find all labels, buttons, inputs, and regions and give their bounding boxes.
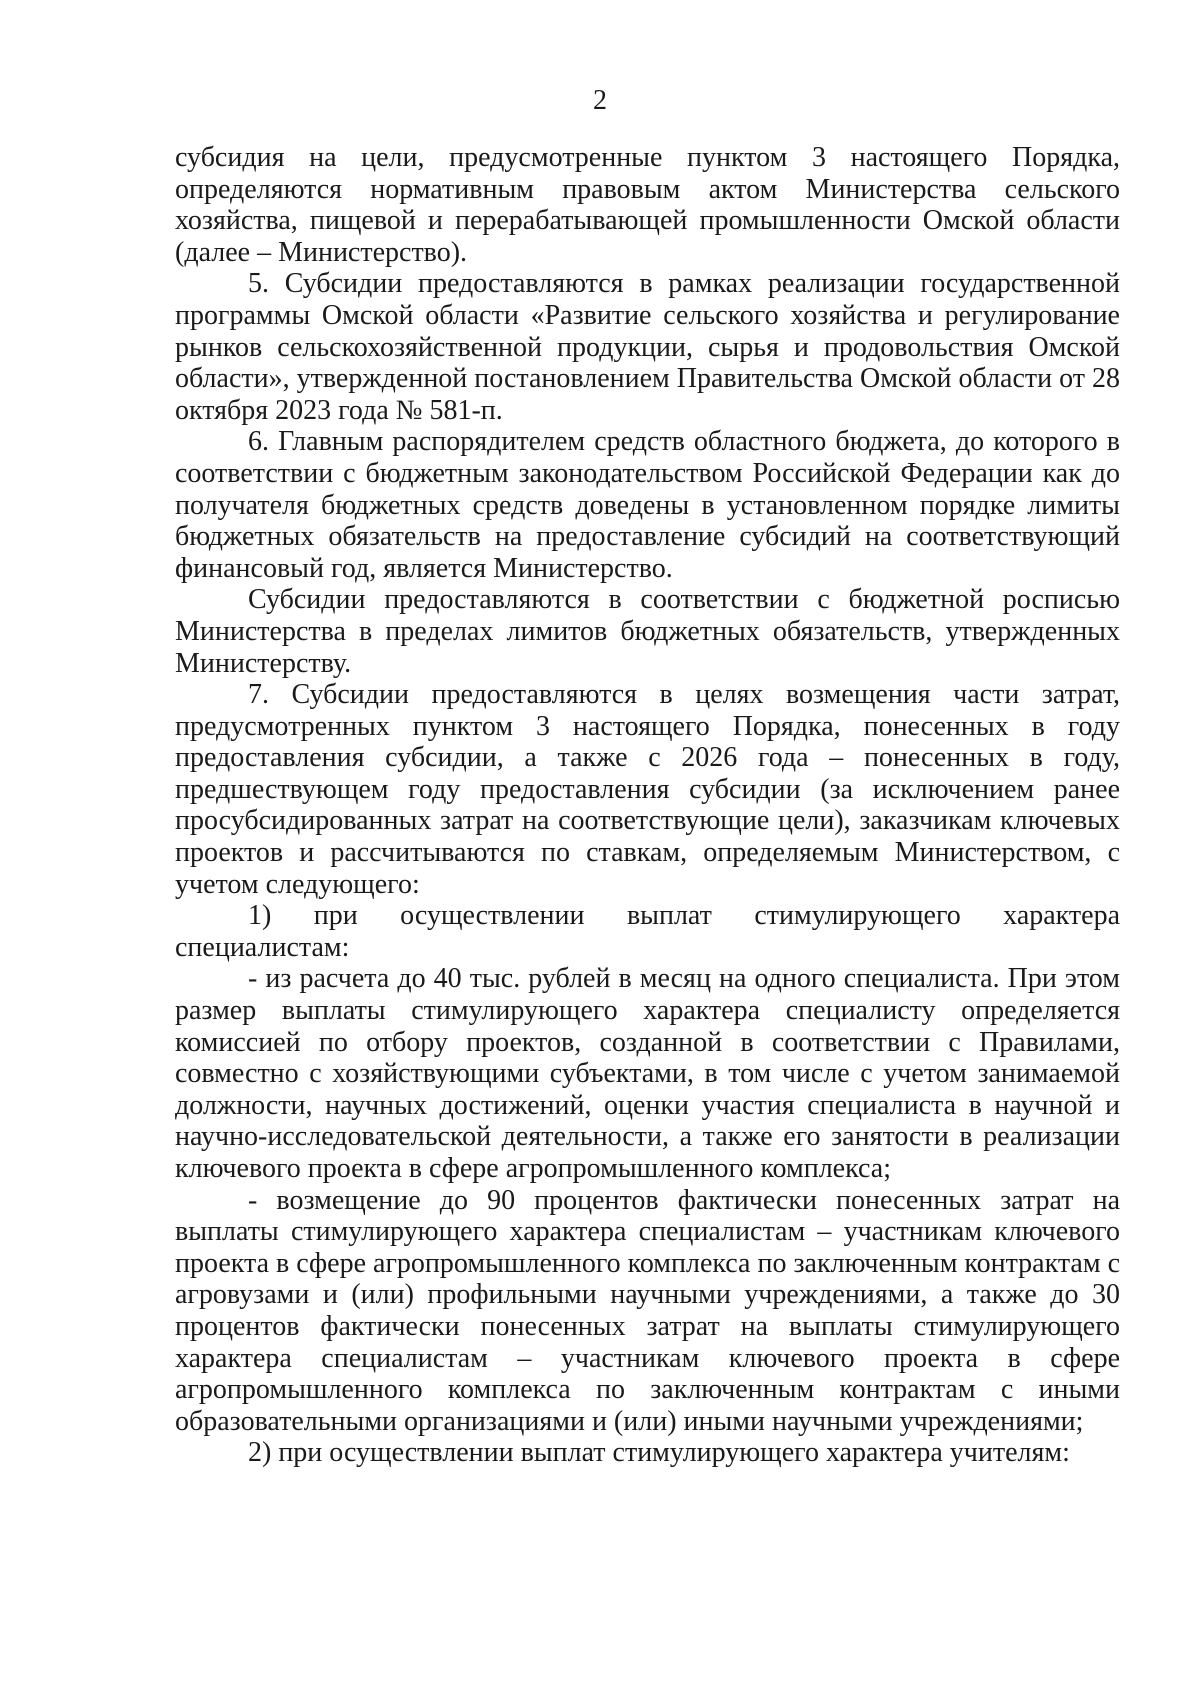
paragraph-bullet-reimbursement: - возмещение до 90 процентов фактически понесенных затрат на выплаты стимулирующего характера специалистам – участникам ключевого проекта в сфере агропромышленного комплекса по заключенным контрактам с агровузами и (или) профильными научными учреждениями, а также до 30 процентов фактически понесенных затрат на выплаты стимулирующего характера специалистам – участникам ключевого проекта в сфере агропромышленного комплекса по заключенным контрактам с иными образовательными организациями и (или) иными научными учреждениями; (175, 1184, 1120, 1437)
paragraph-item-6-continued: Субсидии предоставляются в соответствии с бюджетной росписью Министерства в пределах лимитов бюджетных обязательств, утвержденных Министерству. (175, 584, 1120, 679)
paragraph-subitem-2: 2) при осуществлении выплат стимулирующего характера учителям: (248, 1437, 1070, 1469)
paragraph-item-6: 6. Главным распорядителем средств областного бюджета, до которого в соответствии с бюджетным законодательством Российской Федерации как до получателя бюджетных средств доведены в установленном порядке лимиты бюджетных обязательств на предоставление субсидий на соответствующий финансовый год, является Министерство. (175, 426, 1120, 584)
paragraph-subitem-1: 1) при осуществлении выплат стимулирующего характера специалистам: (175, 900, 1120, 963)
paragraph-item-5: 5. Субсидии предоставляются в рамках реализации государственной программы Омской области «Развитие сельского хозяйства и регулирование рынков сельскохозяйственной продукции, сырья и продовольствия Омской области», утвержденной постановлением Правительства Омской области от 28 октября 2023 года № 581-п. (175, 268, 1120, 426)
page-number: 2 (593, 85, 607, 116)
paragraph-intro: субсидия на цели, предусмотренные пунктом 3 настоящего Порядка, определяются нормативным правовым актом Министерства сельского хозяйства, пищевой и перерабатывающей промышленности Омской области (далее – Министерство). (175, 142, 1120, 268)
paragraph-item-7: 7. Субсидии предоставляются в целях возмещения части затрат, предусмотренных пунктом 3 настоящего Порядка, понесенных в году предоставления субсидии, а также с 2026 года – понесенных в году, предшествующем году предоставления субсидии (за исключением ранее просубсидированных затрат на соответствующие цели), заказчикам ключевых проектов и рассчитываются по ставкам, определяемым Министерством, с учетом следующего: (175, 679, 1120, 900)
paragraph-bullet-rate: - из расчета до 40 тыс. рублей в месяц на одного специалиста. При этом размер выплаты стимулирующего характера специалисту определяется комиссией по отбору проектов, созданной в соответствии с Правилами, совместно с хозяйствующими субъектами, в том числе с учетом занимаемой должности, научных достижений, оценки участия специалиста в научной и научно-исследовательской деятельности, а также его занятости в реализации ключевого проекта в сфере агропромышленного комплекса; (175, 963, 1120, 1184)
document-body (175, 142, 1120, 1469)
